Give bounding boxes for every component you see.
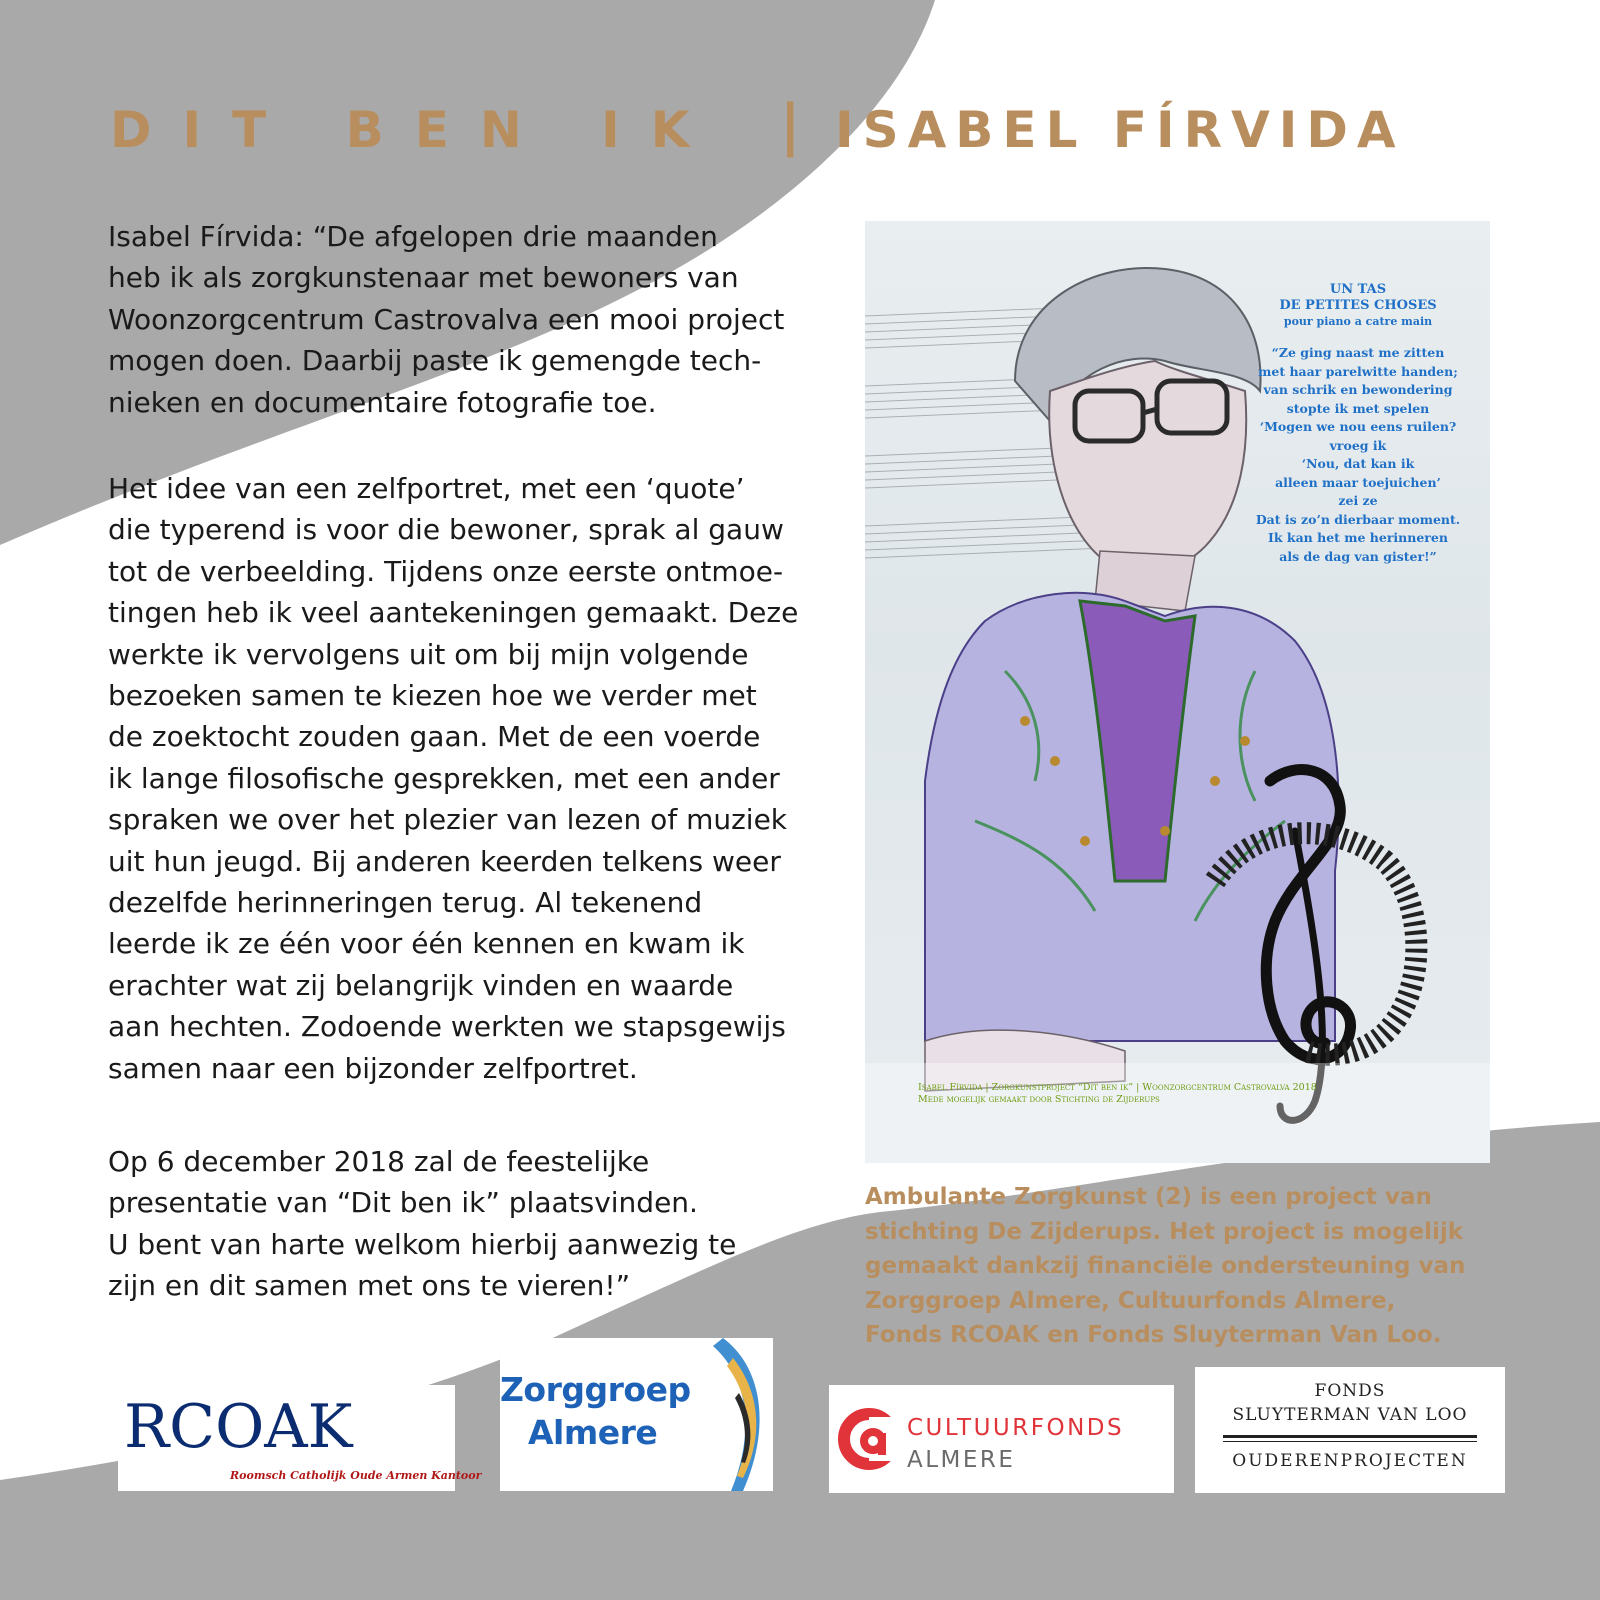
quote-line: van schrik en bewondering: [1263, 382, 1453, 397]
quote-title-line: DE PETITES CHOSES: [1279, 298, 1437, 313]
text-line: mogen doen. Daarbij paste ik gemengde tech-: [108, 344, 762, 378]
text-line: dezelfde herinneringen terug. Al tekenend: [108, 886, 703, 920]
credit-line: Isabel Fírvida | Zorgkunstproject “Dit ben ik” | Woonzorgcentrum Castrovalva 2018: [918, 1082, 1317, 1093]
swoosh-icon: [713, 1338, 773, 1491]
divider: [1223, 1435, 1477, 1438]
quote-line: stopte ik met spelen: [1286, 400, 1430, 416]
quote-line: als de dag van gister!”: [1279, 548, 1437, 564]
credit-band: [865, 1063, 1490, 1163]
cultuurfonds-wordmark-line2: ALMERE: [907, 1447, 1016, 1473]
rcoak-logo: [118, 1385, 482, 1491]
zorggroep-wordmark-line2: Almere: [528, 1413, 658, 1452]
quote-line: alleen maar toejuichen’: [1275, 474, 1441, 490]
caption-line: stichting De Zijderups. Het project is mogelijk: [865, 1218, 1464, 1245]
sluyterman-line1: FONDS: [1314, 1381, 1386, 1401]
sponsor-caption: [865, 1180, 1505, 1353]
sluyterman-logo: [1195, 1367, 1505, 1493]
text-line: tot de verbeelding. Tijdens onze eerste ontmoe-: [108, 554, 784, 588]
quote-line: met haar parelwitte handen;: [1258, 363, 1458, 379]
rcoak-wordmark: RCOAK: [124, 1392, 353, 1462]
caption-line: Fonds RCOAK en Fonds Sluyterman Van Loo.: [865, 1322, 1442, 1349]
cultuurfonds-logo: [829, 1385, 1174, 1493]
caption-line: Zorggroep Almere, Cultuurfonds Almere,: [865, 1287, 1396, 1314]
zorggroep-wordmark-line1: Zorggroep: [500, 1370, 691, 1409]
divider: [1223, 1441, 1477, 1442]
quote-line: vroeg ik: [1329, 437, 1387, 453]
text-line: tingen heb ik veel aantekeningen gemaakt. Deze: [108, 596, 799, 630]
text-line: Op 6 december 2018 zal de feestelijke: [108, 1145, 650, 1178]
text-line: spraken we over het plezier van lezen of muziek: [108, 803, 788, 837]
text-line: Het idee van een zelfportret, met een ‘quote’: [108, 472, 745, 505]
credit-line: Mede mogelijk gemaakt door Stichting de Zijderups: [918, 1094, 1160, 1105]
process-paragraph: [108, 468, 798, 1089]
text-line: erachter wat zij belangrijk vinden en waarde: [108, 968, 734, 1002]
quote-line: zei ze: [1338, 493, 1378, 508]
text-line: ik lange filosofische gesprekken, met een ander: [108, 761, 780, 795]
quote-line: Ik kan het me herinneren: [1268, 530, 1448, 545]
sluyterman-line2: SLUYTERMAN VAN LOO: [1232, 1405, 1468, 1425]
text-line: bezoeken samen te kiezen hoe we verder met: [108, 679, 757, 713]
text-line: heb ik als zorgkunstenaar met bewoners van: [108, 261, 739, 295]
text-line: zijn en dit samen met ons te vieren!”: [108, 1269, 631, 1303]
text-line: de zoektocht zouden gaan. Met de een voerde: [108, 720, 761, 754]
quote-line: ‘Mogen we nou eens ruilen?: [1259, 419, 1457, 434]
artwork-credit: [918, 1082, 1317, 1106]
text-line: samen naar een bijzonder zelfportret.: [108, 1051, 638, 1085]
text-line: nieken en documentaire fotografie toe.: [108, 385, 657, 419]
cultuurfonds-wordmark-line1: CULTUURFONDS: [907, 1415, 1125, 1441]
sluyterman-line3: OUDERENPROJECTEN: [1232, 1451, 1468, 1471]
text-line: werkte ik vervolgens uit om bij mijn volgende: [108, 637, 749, 671]
quote-line: ‘Nou, dat kan ik: [1301, 456, 1415, 471]
quote-subtitle: pour piano a catre main: [1283, 315, 1433, 328]
title-left: DIT BEN IK: [110, 101, 721, 159]
caption-line: Ambulante Zorgkunst (2) is een project van: [865, 1184, 1432, 1210]
artwork-quote: [1228, 282, 1488, 566]
text-line: uit hun jeugd. Bij anderen keerden telkens weer: [108, 844, 781, 878]
caption-line: gemaakt dankzij financiële ondersteuning van: [865, 1253, 1466, 1280]
text-line: U bent van harte welkom hierbij aanwezig te: [108, 1227, 737, 1261]
quote-line: Dat is zo’n dierbaar moment.: [1255, 511, 1461, 527]
text-line: die typerend is voor die bewoner, sprak al gauw: [108, 513, 784, 547]
title-right: ISABEL FÍRVIDA: [835, 101, 1405, 159]
quote-title-line: UN TAS: [1329, 282, 1387, 297]
rcoak-subtitle: Roomsch Catholijk Oude Armen Kantoor: [230, 1469, 482, 1482]
text-line: leerde ik ze één voor één kennen en kwam ik: [108, 927, 745, 961]
zorggroep-logo: [500, 1338, 773, 1491]
text-line: Woonzorgcentrum Castrovalva een mooi project: [108, 302, 785, 336]
text-line: Isabel Fírvida: “De afgelopen drie maanden: [108, 220, 718, 253]
title-separator: |: [780, 93, 801, 158]
intro-paragraph: [108, 216, 798, 423]
text-line: presentatie van “Dit ben ik” plaatsvinden.: [108, 1186, 698, 1220]
quote-line: “Ze ging naast me zitten: [1271, 345, 1445, 360]
invitation-paragraph: [108, 1141, 798, 1307]
cultuurfonds-mark-icon: [837, 1407, 901, 1471]
text-line: aan hechten. Zodoende werkten we stapsgewijs: [108, 1010, 786, 1044]
